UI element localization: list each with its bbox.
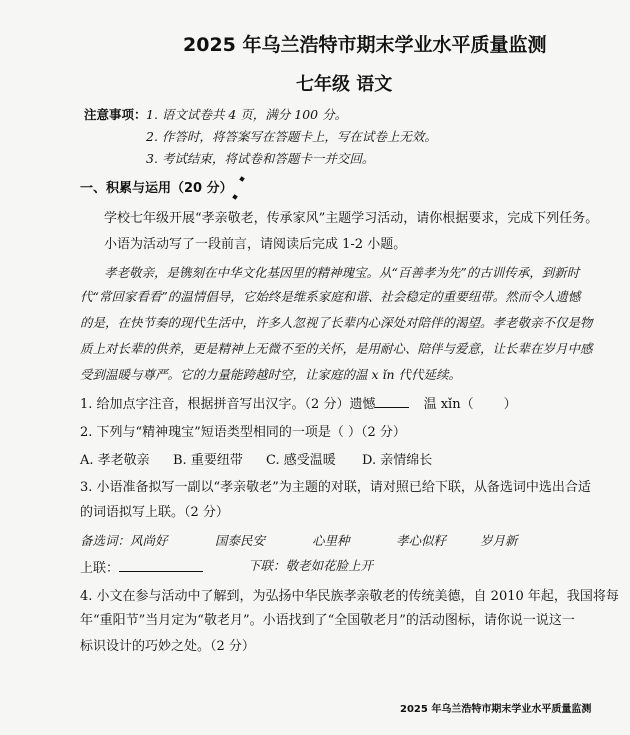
candidates-label: 备选词： — [80, 533, 131, 548]
question-3-line-2: 的词语拟写上联。（2 分） — [80, 505, 229, 520]
question-4-line-3: 标识设计的巧妙之处。（2 分） — [80, 639, 255, 654]
section1-intro: 学校七年级开展“孝亲敬老，传承家风”主题学习活动，请你根据要求，完成下列任务。 — [104, 211, 599, 226]
exam-subtitle: 七年级 语文 — [296, 74, 393, 95]
scan-mark — [239, 176, 245, 182]
passage-line-2: 代“常回家看看”的温情倡导，它始终是维系家庭和谐、社会稳定的重要纽带。然而令人遗憾 — [80, 289, 581, 304]
question-2: 2. 下列与“精神瑰宝”短语类型相同的一项是（ ）（2 分） — [80, 425, 406, 440]
lower-couplet: 下联：敬老如花脸上开 — [248, 558, 374, 573]
exam-title: 2025 年乌兰浩特市期末学业水平质量监测 — [183, 34, 547, 56]
q2-option-d: D. 亲情绵长 — [362, 453, 433, 468]
page-footer: 2025 年乌兰浩特市期末学业水平质量监测 — [400, 704, 592, 715]
candidate-word: 孝心似籽 — [396, 533, 447, 548]
question-1-text: 1. 给加点字注音，根据拼音写出汉字。（2 分）遗憾 — [80, 397, 376, 412]
q2-option-a: A. 孝老敬亲 — [80, 453, 150, 468]
candidate-word: 心里种 — [312, 533, 350, 548]
upper-couplet — [80, 557, 203, 578]
candidate-word: 风尚好 — [130, 533, 168, 548]
section1-heading: 一、积累与运用（20 分） — [80, 181, 233, 196]
question-1-close: ） — [503, 397, 517, 412]
passage-line-1: 孝老敬亲，是镌刻在中华文化基因里的精神瑰宝。从“百善孝为先”的古训传承，到新时 — [104, 265, 580, 280]
question-3-line-1: 3. 小语准备拟写一副以“孝亲敬老”为主题的对联，请对照已给下联，从备选词中选出合适 — [80, 480, 591, 495]
notes-label: 注意事项： — [84, 107, 147, 122]
answer-blank[interactable] — [119, 557, 203, 572]
question-4-line-1: 4. 小文在参与活动中了解到，为弘扬中华民族孝亲敬老的传统美德，自 2010 年起，我国将每 — [80, 589, 619, 604]
question-1-pinyin: 温 xǐn（ — [423, 397, 474, 412]
upper-couplet-label: 上联： — [80, 561, 120, 576]
notes-item-3: 3. 考试结束，将试卷和答题卡一并交回。 — [146, 151, 375, 166]
candidate-word: 岁月新 — [480, 533, 518, 548]
answer-blank[interactable] — [375, 393, 409, 408]
notes-item-1: 1. 语文试卷共 4 页，满分 100 分。 — [146, 107, 348, 122]
question-4-line-2: 年“重阳节”当月定为“敬老月”。小语找到了“全国敬老月”的活动图标，请你说一说这一 — [80, 613, 575, 628]
q2-option-b: B. 重要纽带 — [173, 453, 243, 468]
q2-option-c: C. 感受温暖 — [266, 453, 336, 468]
passage-line-3: 的是，在快节奏的现代生活中，许多人忽视了长辈内心深处对陪伴的渴望。孝老敬亲不仅是物 — [80, 315, 593, 330]
candidate-word: 国泰民安 — [215, 533, 266, 548]
passage-line-4: 质上对长辈的供养，更是精神上无微不至的关怀，是用耐心、陪伴与爱意，让长辈在岁月中感 — [80, 341, 593, 356]
section1-task: 小语为活动写了一段前言，请阅读后完成 1-2 小题。 — [104, 237, 407, 252]
scan-mark — [232, 194, 238, 200]
question-1 — [80, 393, 517, 414]
passage-line-5: 受到温暖与尊严。它的力量能跨越时空，让家庭的温 x ǐn 代代延续。 — [80, 367, 462, 382]
notes-item-2: 2. 作答时，将答案写在答题卡上，写在试卷上无效。 — [146, 129, 437, 144]
